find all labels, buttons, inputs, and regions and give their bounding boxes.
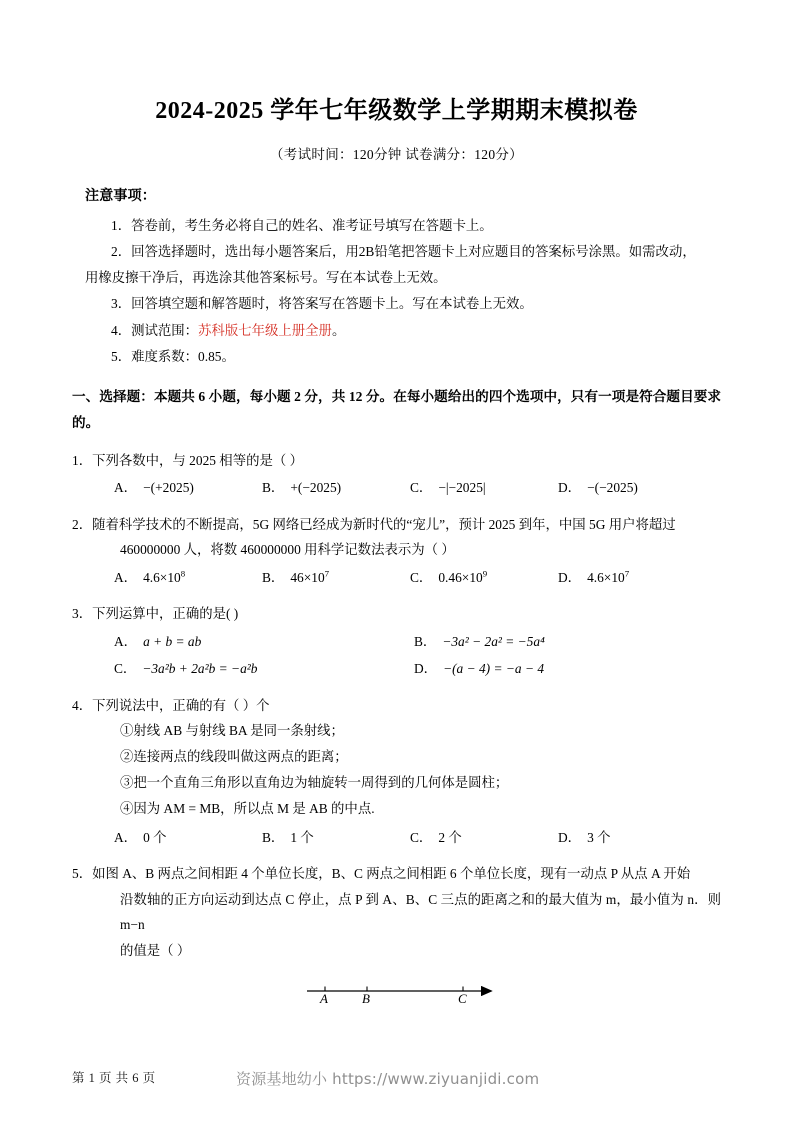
question-4-sub-3: ③把一个直角三角形以直角边为轴旋转一周得到的几何体是圆柱； <box>120 775 509 791</box>
option-4-D[interactable]: D． 3 个 <box>558 829 611 845</box>
question-3-stem <box>72 601 721 626</box>
question-4 <box>72 693 721 851</box>
question-5-stem-line3: 的值是（ ） <box>120 942 191 958</box>
option-4-C[interactable]: C． 2 个 <box>410 829 462 845</box>
question-4-sub-1: ①射线 AB 与射线 BA 是同一条射线； <box>120 723 344 739</box>
option-1-D[interactable]: D． −(−2025) <box>558 480 638 496</box>
question-5-figure <box>72 969 721 1025</box>
notice-item-3: 3．回答填空题和解答题时，将答案写在答题卡上。写在本试卷上无效。 <box>111 296 533 312</box>
option-1-B[interactable]: B． +(−2025) <box>262 480 342 496</box>
section-label: 一、选择题： <box>72 388 154 404</box>
option-2-D[interactable]: D． $4.6\times 10^7$ <box>558 568 630 585</box>
option-1-C[interactable]: C． −|−2025| <box>410 480 486 496</box>
question-4-sub-4: ④因为 AM = MB，所以点 M 是 AB 的中点. <box>120 801 375 817</box>
notice-heading: 注意事项： <box>85 189 156 204</box>
option-2-C[interactable]: C． $0.46\times 10^9$ <box>410 568 488 585</box>
question-2 <box>72 512 721 590</box>
notice-item-4-prefix: 4．测试范围： <box>111 322 199 338</box>
question-5-number: 5． <box>72 866 93 882</box>
question-5-text: 如图 A、B 两点之间相距 4 个单位长度，B、C 两点之间相距 6 个单位长度，现有一动点 P 从点 A 开始 <box>92 866 691 882</box>
question-5-stem-line2: 沿数轴的正方向运动到达点 C 停止，点 P 到 A、B、C 三点的距离之和的最大值为 m，最小值为 n．则 m−n <box>120 891 721 933</box>
question-4-number: 4． <box>72 697 93 713</box>
question-1-stem <box>72 448 721 473</box>
question-3 <box>72 601 721 681</box>
question-2-text: 随着科学技术的不断提高，5G 网络已经成为新时代的“宠儿”，预计 2025 到年，中国 5G 用户将超过 <box>92 516 676 532</box>
option-3-D[interactable]: D． −(a − 4) = −a − 4 <box>414 661 545 677</box>
question-1-number: 1． <box>72 452 93 468</box>
option-4-B[interactable]: B． 1 个 <box>262 829 314 845</box>
option-2-B[interactable]: B． $46\times 10^7$ <box>262 568 330 585</box>
question-1-options <box>72 475 721 500</box>
question-3-options-row1 <box>72 629 721 654</box>
number-line-label-B: B <box>362 990 370 1006</box>
page-title: 2024-2025 学年七年级数学上学期期末模拟卷 <box>155 98 638 124</box>
notice-item-4-scope: 苏科版七年级上册全册 <box>198 322 332 338</box>
site-watermark: 资源基地幼小 https://www.ziyuanjidi.com <box>236 1070 540 1088</box>
option-2-A[interactable]: A． $4.6\times 10^8$ <box>114 568 186 585</box>
notice-item-4-suffix: 。 <box>331 322 346 338</box>
question-4-sub-2: ②连接两点的线段叫做这两点的距离； <box>120 749 348 765</box>
question-4-stem <box>72 693 721 718</box>
notice-section <box>72 185 721 370</box>
question-4-text: 下列说法中，正确的有（ ）个 <box>92 697 270 713</box>
option-3-A[interactable]: A． a + b = ab <box>114 633 202 649</box>
question-1 <box>72 448 721 501</box>
option-3-B[interactable]: B． −3a² − 2a² = −5a⁴ <box>414 633 545 649</box>
option-3-C[interactable]: C． −3a²b + 2a²b = −a²b <box>114 661 258 677</box>
option-1-A[interactable]: A． −(+2025) <box>114 480 194 496</box>
question-2-stem-cont: 460000000 人，将数 460000000 用科学记数法表示为（ ） <box>120 542 455 558</box>
question-3-number: 3． <box>72 606 93 622</box>
section-text: 本题共 6 小题，每小题 2 分，共 12 分。在每小题给出的四个选项中，只有一项是符合题目要求的。 <box>72 388 721 431</box>
question-5-stem <box>72 861 721 886</box>
number-line-diagram <box>305 977 495 1021</box>
question-2-options <box>72 565 721 590</box>
option-4-A[interactable]: A． 0 个 <box>114 829 167 845</box>
question-2-stem <box>72 512 721 537</box>
notice-item-1: 1．答卷前，考生务必将自己的姓名、准考证号填写在答题卡上。 <box>111 218 493 233</box>
question-3-text: 下列运算中，正确的是( ) <box>92 606 239 622</box>
notice-item-4 <box>85 318 721 344</box>
question-5 <box>72 861 721 1025</box>
question-4-options <box>72 825 721 850</box>
notice-item-2: 2．回答选择题时，选出每小题答案后，用2B铅笔把答题卡上对应题目的答案标号涂黑。如需改动， <box>111 244 696 260</box>
number-line-label-C: C <box>458 990 467 1006</box>
question-2-number: 2． <box>72 516 93 532</box>
section-header-choice <box>72 384 721 437</box>
exam-subtitle: （考试时间：120分钟 试卷满分：120分） <box>270 147 523 162</box>
number-line-label-A: A <box>320 990 328 1006</box>
page-footer <box>0 1068 793 1108</box>
page-number-indicator: 第 1 页 共 6 页 <box>72 1071 156 1085</box>
notice-item-5: 5．难度系数：0.85。 <box>111 348 235 364</box>
question-3-options-row2 <box>72 656 721 681</box>
notice-item-2-cont: 用橡皮擦干净后，再选涂其他答案标号。写在本试卷上无效。 <box>85 270 447 286</box>
question-1-text: 下列各数中，与 2025 相等的是（ ） <box>92 452 303 468</box>
